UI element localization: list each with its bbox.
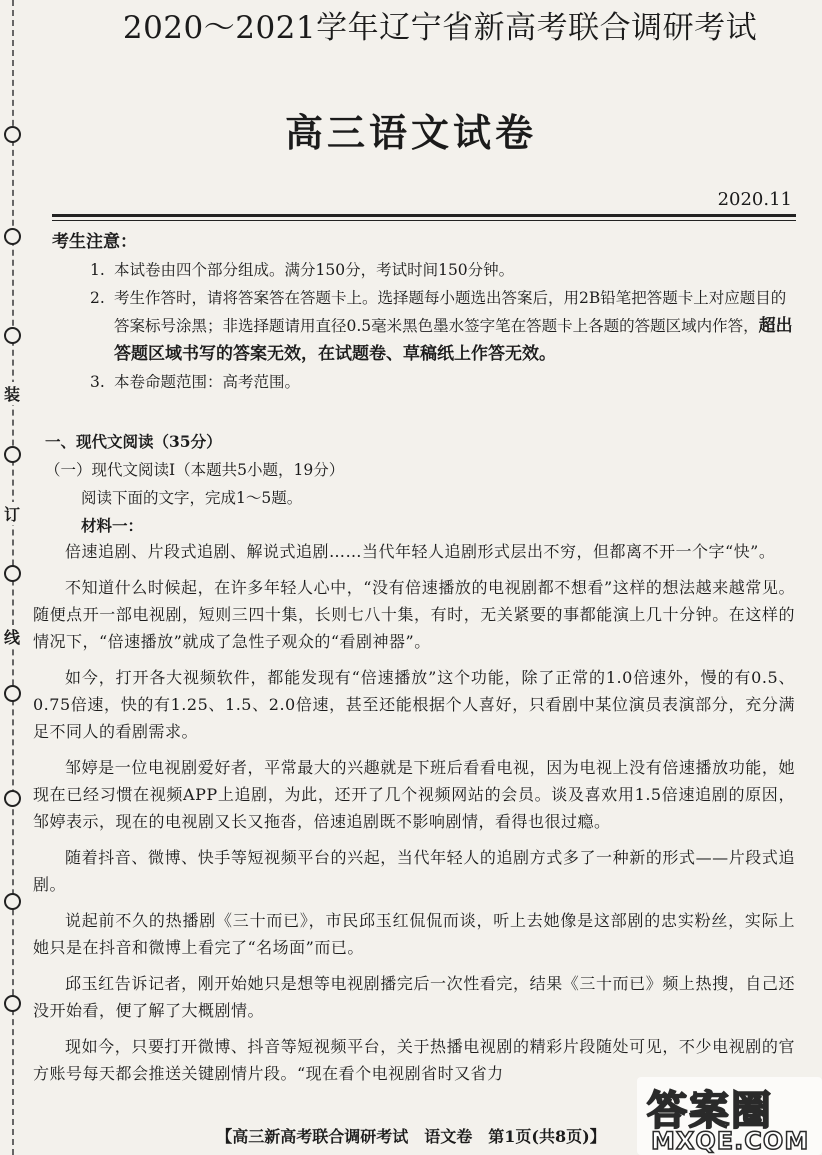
notice-item bbox=[52, 256, 797, 284]
section-title: 一、现代文阅读（35分） bbox=[45, 432, 222, 451]
article-paragraph: 邹婷是一位电视剧爱好者，平常最大的兴趣就是下班后看看电视，因为电视上没有倍速播放功能，她现在已经习惯在视频APP上追剧，为此，还开了几个视频网站的会员。谈及喜欢用1.5倍速追剧的原因，邹婷表示，现在的电视剧又长又拖沓，倍速追剧既不影响剧情，看得也很过瘾。 bbox=[33, 758, 795, 831]
article-paragraph: 随着抖音、微博、快手等短视频平台的兴起，当代年轻人的追剧方式多了一种新的形式——片段式追剧。 bbox=[33, 848, 795, 894]
binding-hole-icon bbox=[4, 565, 21, 582]
binding-hole-icon bbox=[4, 995, 21, 1012]
site-watermark bbox=[637, 1077, 822, 1155]
paper-date: 2020.11 bbox=[717, 189, 792, 210]
article-paragraph: 邱玉红告诉记者，刚开始她只是想等电视剧播完后一次性看完，结果《三十而已》频上热搜，自己还没开始看，便了解了大概剧情。 bbox=[33, 974, 795, 1020]
article-paragraph: 说起前不久的热播剧《三十而已》，市民邱玉红侃侃而谈，听上去她像是这部剧的忠实粉丝，实际上她只是在抖音和微博上看完了“名场面”而已。 bbox=[33, 911, 795, 957]
binding-label-ding: 订 bbox=[4, 502, 20, 525]
reading-instruction: 阅读下面的文字，完成1～5题。 bbox=[81, 489, 303, 507]
exam-title: 2020～2021学年辽宁省新高考联合调研考试 bbox=[122, 10, 758, 46]
binding-hole-icon bbox=[4, 893, 21, 910]
article-paragraph: 现如今，只要打开微博、抖音等短视频平台，关于热播电视剧的精彩片段随处可见，不少电视剧的官方账号每天都会推送关键剧情片段。“现在看个电视剧省时又省力 bbox=[33, 1037, 795, 1083]
header-rule-thin bbox=[52, 220, 796, 221]
notice-item-number: 2. bbox=[90, 289, 105, 307]
notice-item-text: 本卷命题范围：高考范围。 bbox=[114, 373, 301, 391]
binding-hole-icon bbox=[4, 446, 21, 463]
watermark-logo-text: 答案圈 bbox=[647, 1087, 773, 1134]
material-article bbox=[33, 538, 795, 1096]
notice-heading: 考生注意： bbox=[52, 232, 137, 252]
section-modern-reading bbox=[45, 428, 805, 540]
binding-hole-icon bbox=[4, 685, 21, 702]
subsection-title: （一）现代文阅读Ⅰ（本题共5小题，19分） bbox=[45, 461, 345, 479]
paper-title: 高三语文试卷 bbox=[284, 110, 537, 155]
binding-label-zhuang: 装 bbox=[4, 382, 20, 405]
notice-item-emphasis: 超出答题区域书写的答案无效，在试题卷、草稿纸上作答无效。 bbox=[114, 316, 793, 364]
watermark-url: MXQE.COM bbox=[651, 1127, 810, 1155]
notice-item bbox=[52, 284, 797, 368]
binding-hole-icon bbox=[4, 228, 21, 245]
page-footer: 【高三新高考联合调研考试 语文卷 第1页(共8页)】 bbox=[216, 1127, 606, 1146]
article-paragraph: 倍速追剧、片段式追剧、解说式追剧……当代年轻人追剧形式层出不穷，但都离不开一个字“快”。 bbox=[65, 542, 776, 561]
binding-hole-icon bbox=[4, 790, 21, 807]
notice-item-text: 考生作答时，请将答案答在答题卡上。选择题每小题选出答案后，用2B铅笔把答题卡上对应题目的答案标号涂黑；非选择题请用直径0.5毫米黑色墨水签字笔在答题卡上各题的答题区域内作答， bbox=[114, 289, 787, 335]
material-label: 材料一： bbox=[81, 516, 144, 535]
candidate-notice bbox=[52, 228, 797, 396]
notice-item-number: 1. bbox=[90, 261, 105, 279]
header-rule-thick bbox=[52, 214, 796, 217]
binding-hole-icon bbox=[4, 327, 21, 344]
notice-item-number: 3. bbox=[90, 373, 105, 391]
notice-item bbox=[52, 368, 797, 396]
notice-item-text: 本试卷由四个部分组成。满分150分，考试时间150分钟。 bbox=[114, 261, 515, 279]
binding-label-xian: 线 bbox=[4, 625, 20, 648]
article-paragraph: 如今，打开各大视频软件，都能发现有“倍速播放”这个功能，除了正常的1.0倍速外，慢的有0.5、0.75倍速，快的有1.25、1.5、2.0倍速，甚至还能根据个人喜好，只看剧中某位演员表演部分，充分满足不同人的看剧需求。 bbox=[33, 668, 795, 741]
article-paragraph: 不知道什么时候起，在许多年轻人心中，“没有倍速播放的电视剧都不想看”这样的想法越来越常见。随便点开一部电视剧，短则三四十集，长则七八十集，有时，无关紧要的事都能演上几十分钟。在这样的情况下，“倍速播放”就成了急性子观众的“看剧神器”。 bbox=[33, 578, 795, 651]
